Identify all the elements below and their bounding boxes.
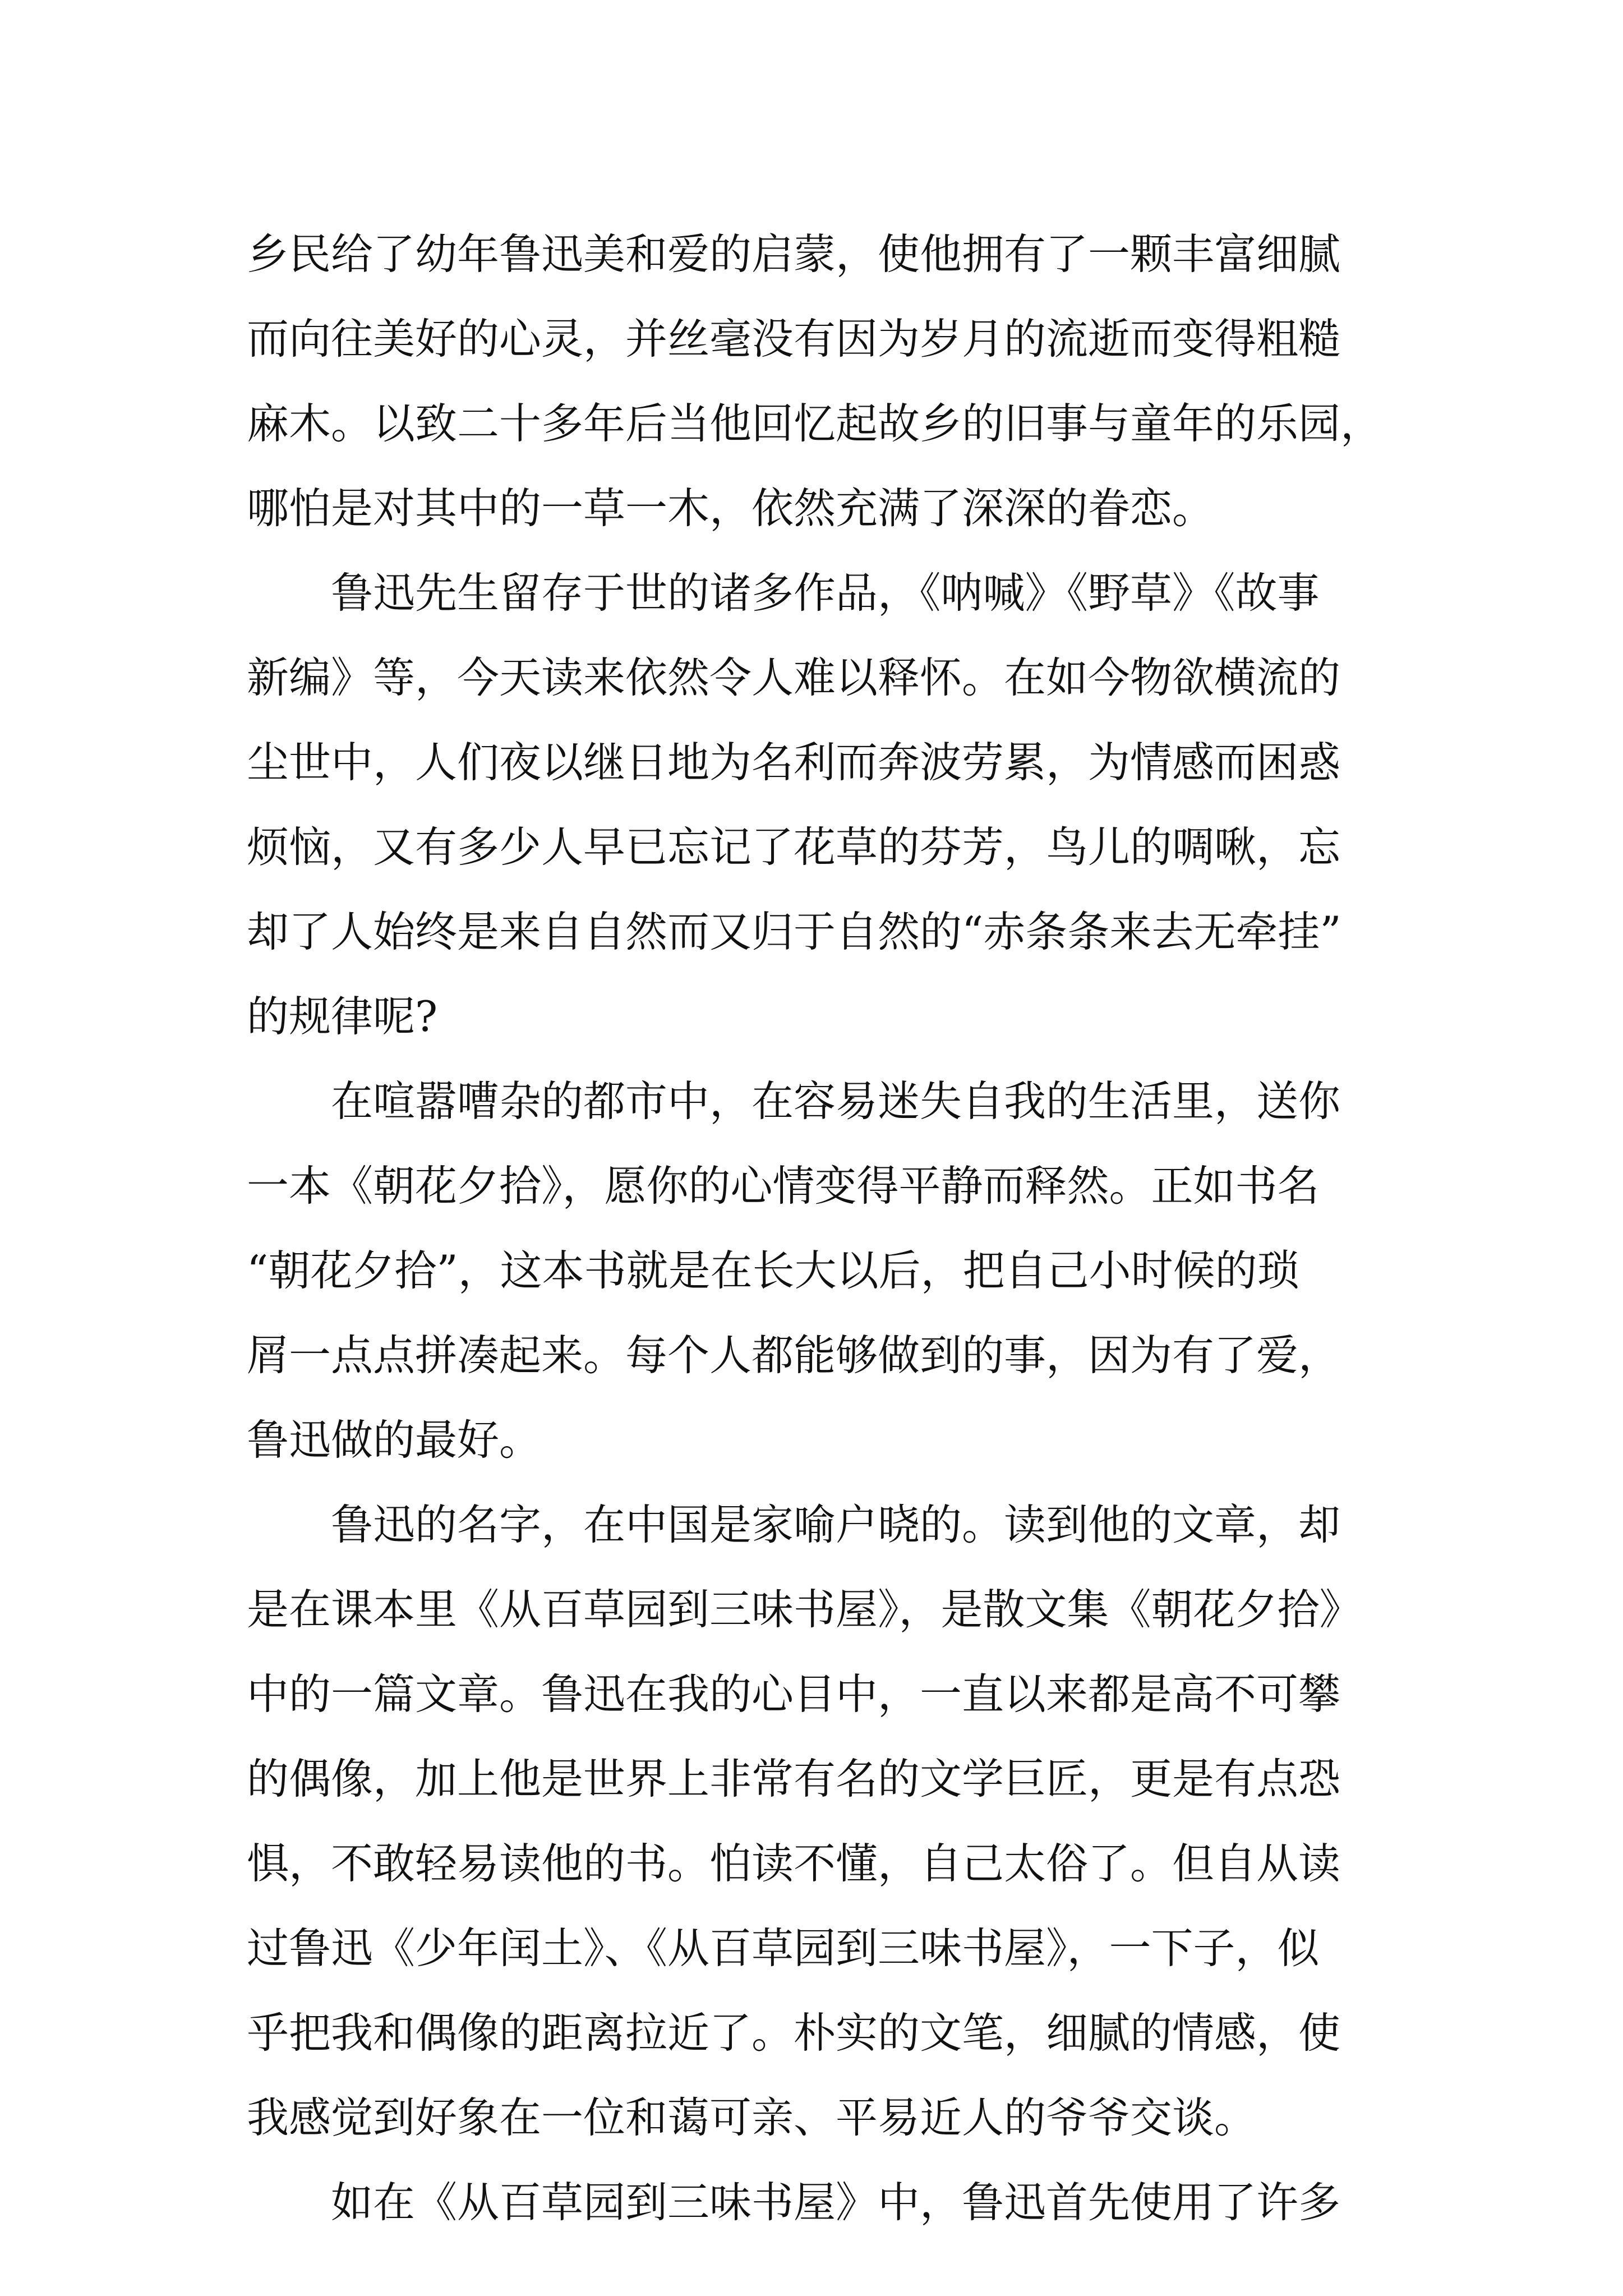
text-line: 过鲁迅《少年闰土》、《从百草园到三味书屋》，一下子，似 bbox=[247, 1924, 1320, 1973]
text-line: 新编》等，今天读来依然令人难以释怀。在如今物欲横流的 bbox=[247, 653, 1341, 702]
text-line: 屑一点点拼凑起来。每个人都能够做到的事，因为有了爱， bbox=[247, 1331, 1341, 1380]
text-line: 却了人始终是来自自然而又归于自然的“赤条条来去无牵挂” bbox=[247, 907, 1341, 956]
text-line: 麻木。以致二十多年后当他回忆起故乡的旧事与童年的乐园， bbox=[247, 399, 1383, 448]
text-line: 惧，不敢轻易读他的书。怕读不懂，自己太俗了。但自从读 bbox=[247, 1839, 1341, 1888]
text-line: 烦恼，又有多少人早已忘记了花草的芬芳，鸟儿的啁啾，忘 bbox=[247, 822, 1341, 872]
text-line: 鲁迅做的最好。 bbox=[247, 1415, 542, 1465]
text-line: 乎把我和偶像的距离拉近了。朴实的文笔，细腻的情感，使 bbox=[247, 2008, 1341, 2058]
text-line: 鲁迅先生留存于世的诸多作品，《呐喊》《野草》《故事 bbox=[247, 568, 1320, 618]
text-line: 尘世中，人们夜以继日地为名利而奔波劳累，为情感而困惑 bbox=[247, 738, 1341, 787]
text-line: 的偶像，加上他是世界上非常有名的文学巨匠，更是有点恐 bbox=[247, 1754, 1341, 1803]
text-line: 而向往美好的心灵，并丝毫没有因为岁月的流逝而变得粗糙 bbox=[247, 314, 1341, 364]
text-line: 哪怕是对其中的一草一木，依然充满了深深的眷恋。 bbox=[247, 484, 1215, 533]
text-line: “朝花夕拾”，这本书就是在长大以后，把自己小时候的琐 bbox=[247, 1246, 1299, 1295]
text-line: 一本《朝花夕拾》，愿你的心情变得平静而释然。正如书名 bbox=[247, 1161, 1320, 1211]
text-line: 是在课本里《从百草园到三味书屋》，是散文集《朝花夕拾》 bbox=[247, 1585, 1362, 1634]
text-line: 我感觉到好象在一位和蔼可亲、平易近人的爷爷交谈。 bbox=[247, 2093, 1257, 2142]
text-line: 中的一篇文章。鲁迅在我的心目中，一直以来都是高不可攀 bbox=[247, 1669, 1341, 1719]
body-text bbox=[247, 212, 1424, 2245]
text-line: 鲁迅的名字，在中国是家喻户晓的。读到他的文章，却 bbox=[247, 1500, 1341, 1549]
text-line: 在喧嚣嘈杂的都市中，在容易迷失自我的生活里，送你 bbox=[247, 1076, 1341, 1126]
text-line: 乡民给了幼年鲁迅美和爱的启蒙，使他拥有了一颗丰富细腻 bbox=[247, 229, 1341, 279]
text-line: 如在《从百草园到三味书屋》中，鲁迅首先使用了许多 bbox=[247, 2178, 1341, 2227]
text-line: 的规律呢? bbox=[247, 992, 438, 1041]
